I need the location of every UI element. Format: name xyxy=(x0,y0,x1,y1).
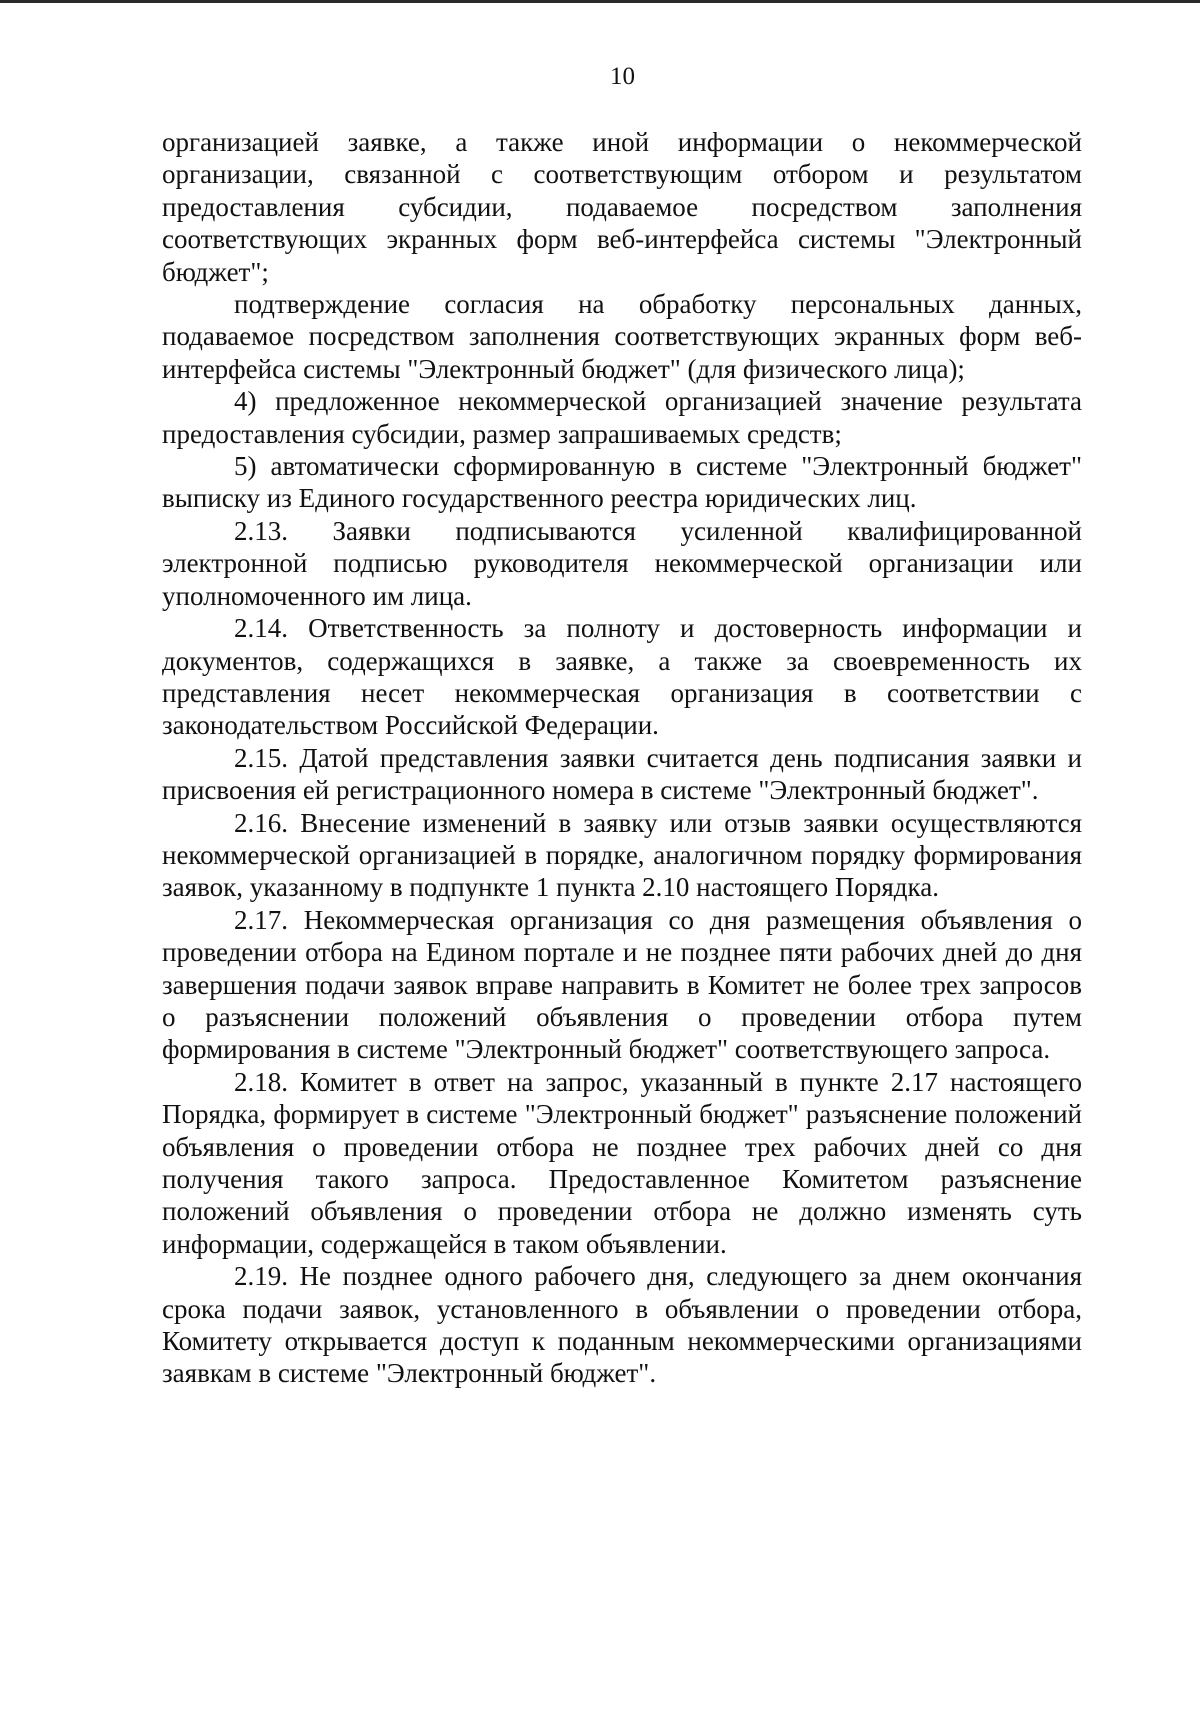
paragraph-item-4: 4) предложенное некоммерческой организацией значение результата предоставления субсидии, размер запрашиваемых средств; xyxy=(162,386,1082,449)
page-number: 10 xyxy=(610,63,635,90)
paragraph-2-14: 2.14. Ответственность за полноту и достоверность информации и документов, содержащихся в заявке, а также за своевременность их представления несет некоммерческая организация в соответствии с законодательством Российской Федерации. xyxy=(162,613,1082,741)
paragraph-2-18: 2.18. Комитет в ответ на запрос, указанный в пункте 2.17 настоящего Порядка, формирует в системе "Электронный бюджет" разъяснение положений объявления о проведении отбора не позднее трех рабочих дней со дня получения такого запроса. Предоставленное Комитетом разъяснение положений объявления о проведении отбора не должно изменять суть информации, содержащейся в таком объявлении. xyxy=(162,1066,1082,1259)
paragraph-2-16: 2.16. Внесение изменений в заявку или отзыв заявки осуществляются некоммерческой организацией в порядке, аналогичном порядку формирования заявок, указанному в подпункте 1 пункта 2.10 настоящего Порядка. xyxy=(162,807,1082,903)
paragraph-item-5: 5) автоматически сформированную в системе "Электронный бюджет" выписку из Единого государственного реестра юридических лиц. xyxy=(162,451,1082,514)
paragraph-continuation: организацией заявке, а также иной информации о некоммерческой организации, связанной с соответствующим отбором и результатом предоставления субсидии, подаваемое посредством заполнения соответствующих экранных форм веб-интерфейса системы "Электронный бюджет"; xyxy=(162,127,1082,287)
paragraph-2-19: 2.19. Не позднее одного рабочего дня, следующего за днем окончания срока подачи заявок, установленного в объявлении о проведении отбора, Комитету открывается доступ к поданным некоммерческими организациями заявкам в системе "Электронный бюджет". xyxy=(162,1261,1082,1389)
paragraph-2-13: 2.13. Заявки подписываются усиленной квалифицированной электронной подписью руководителя некоммерческой организации или уполномоченного им лица. xyxy=(162,515,1082,611)
paragraph-2-17: 2.17. Некоммерческая организация со дня размещения объявления о проведении отбора на Едином портале и не позднее пяти рабочих дней до дня завершения подачи заявок вправе направить в Комитет не более трех запросов о разъяснении положений объявления о проведении отбора путем формирования в системе "Электронный бюджет" соответствующего запроса. xyxy=(162,904,1082,1065)
paragraph-2-15: 2.15. Датой представления заявки считается день подписания заявки и присвоения ей регистрационного номера в системе "Электронный бюджет". xyxy=(162,742,1082,806)
page-top-edge xyxy=(0,0,1200,3)
document-body xyxy=(162,126,1082,1390)
paragraph-consent: подтверждение согласия на обработку персональных данных, подаваемое посредством заполнения соответствующих экранных форм веб-интерфейса системы "Электронный бюджет" (для физического лица); xyxy=(162,289,1082,384)
